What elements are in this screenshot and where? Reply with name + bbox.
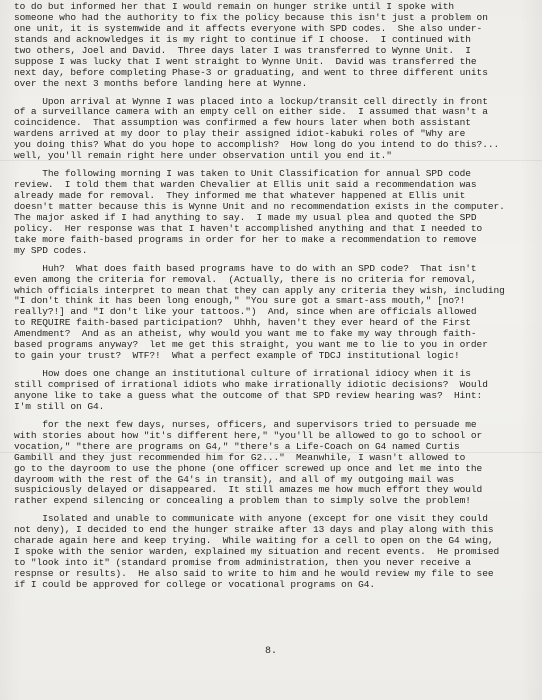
- text-line: you doing this? What do you hope to accomplish? How long do you intend to do this?...: [14, 139, 500, 151]
- paragraph: [14, 369, 536, 413]
- text-line: already made for removal. They informed me that whatever happened at Ellis unit: [14, 190, 466, 201]
- text-line: Upon arrival at Wynne I was placed into a lockup/transit cell directly in front: [14, 95, 488, 107]
- text-line: based programs anyway? let me get this straight, you want me to lie to you in order: [14, 339, 488, 351]
- text-line: How does one change an institutional culture of irrational idiocy when it is: [14, 368, 471, 380]
- letter-body: [14, 2, 536, 598]
- text-line: rather expend silencing or concealing a problem than to simply solve the problem!: [14, 495, 471, 507]
- text-line: suppose I was lucky that I went straight to Wynne Unit. David was transferred the: [14, 55, 477, 67]
- text-line: one unit, it is systemwide and it affects everyone with SPD codes. She also under-: [14, 22, 483, 34]
- text-line: someone who had the authority to fix the policy because this isn't just a problem on: [14, 11, 488, 23]
- paragraph: [14, 264, 536, 362]
- text-line: with stories about how "it's different here," "you'll be allowed to go to school or: [14, 429, 483, 441]
- text-line: which officials interpret to mean that they can apply any criteria they wish, including: [14, 284, 505, 296]
- text-line: Amendment? And as an atheist, why would you want me to fake my way through faith-: [14, 328, 477, 340]
- text-line: Gambill and they just recommended him for G2..." Meanwhile, I wasn't allowed to: [14, 451, 466, 463]
- text-line: my SPD codes.: [14, 244, 88, 256]
- text-line: over the next 3 months before landing here at Wynne.: [14, 77, 308, 89]
- text-line: stands and acknowledges it is my right to continue if I choose. I continued with: [14, 33, 471, 45]
- text-line: take more faith-based programs in order for her to make a recommendation to remove: [14, 233, 477, 245]
- text-line: The major asked if I had anything to say. I made my usual plea and quoted the SPD: [14, 211, 477, 223]
- text-line: to gain your trust? WTF?! What a perfect example of TDCJ institutional logic!: [14, 350, 460, 362]
- text-line: vocation," "there are programs on G4," "there's a Life-Coach on G4 named Curtis: [14, 440, 460, 452]
- paragraph: [14, 97, 536, 163]
- paragraph: [14, 2, 536, 90]
- text-line: Isolated and unable to communicate with anyone (except for one visit they could: [14, 513, 488, 525]
- paragraph: [14, 169, 536, 257]
- paragraph: [14, 420, 536, 508]
- text-line: for the next few days, nurses, officers, and supervisors tried to persuade me: [14, 418, 477, 430]
- text-line: really?!] and "I don't like your tattoos.") And, since when are officials allowed: [14, 306, 477, 318]
- text-line: if I could be approved for college or vocational programs on G4.: [14, 578, 376, 590]
- text-line: to REQUIRE faith-based participation? Uhhh, haven't they ever heard of the First: [14, 317, 471, 329]
- text-line: I spoke with the senior warden, explained my situation and recent events. He promised: [14, 546, 500, 558]
- text-line: to "look into it" (standard promise from administration, then you never receive a: [14, 557, 471, 569]
- text-line: two others, Joel and David. Three days later I was transferred to Wynne Unit. I: [14, 44, 471, 56]
- text-line: doesn't matter because this is Wynne Unit and no recommendation exists in the computer.: [14, 200, 505, 212]
- text-line: coincidence. That assumption was confirmed a few hours later when both assistant: [14, 117, 471, 129]
- text-line: not deny), I decided to end the hunger straike after 13 days and play along with this: [14, 524, 494, 536]
- text-line: still comprised of irrational idiots who make irrationally idiotic decisions? Would: [14, 379, 488, 390]
- text-line: policy. Her response was that I haven't accomplished anything and that I needed to: [14, 222, 483, 234]
- text-line: of a surveillance camera with an empty cell on either side. I assumed that wasn't a: [14, 106, 488, 118]
- text-line: go to the dayroom to use the phone (one officer screwed up once and let me into the: [14, 462, 483, 474]
- paragraph: [14, 514, 536, 591]
- text-line: to do but informed her that I would remain on hunger strike until I spoke with: [14, 1, 454, 12]
- page-number: 8.: [264, 646, 277, 657]
- text-line: "I don't think it has been long enough," "You sure got a smart-ass mouth," [no?!: [14, 295, 466, 307]
- text-line: dayroom with the rest of the G4's in transit), and all of my outgoing mail was: [14, 473, 454, 485]
- text-line: suspiciously delayed or disappeared. It still amazes me how much effort they would: [14, 484, 483, 496]
- text-line: I'm still on G4.: [14, 400, 105, 412]
- text-line: The following morning I was taken to Unit Classification for annual SPD code: [14, 168, 471, 180]
- text-line: even among the criteria for removal. (Actually, there is no criteria for removal,: [14, 273, 477, 285]
- text-line: next day, before completing Phase-3 or graduating, and went to three different units: [14, 66, 488, 78]
- text-line: wardens arrived at my door to play their assigned idiot-kabuki roles of "Why are: [14, 128, 466, 140]
- text-line: review. I told them that warden Chevalier at Ellis unit said a recommendation was: [14, 179, 477, 191]
- text-line: charade again here and keep trying. While waiting for a cell to open on the G4 wing,: [14, 535, 494, 547]
- text-line: well, you'll remain right here under observation until you end it.": [14, 150, 392, 162]
- text-line: anyone like to take a guess what the outcome of that SPD review hearing was? Hint:: [14, 389, 483, 401]
- text-line: Huh? What does faith based programs have to do with an SPD code? That isn't: [14, 262, 477, 274]
- text-line: respnse or results). He also said to write to him and he would review my file to see: [14, 568, 494, 579]
